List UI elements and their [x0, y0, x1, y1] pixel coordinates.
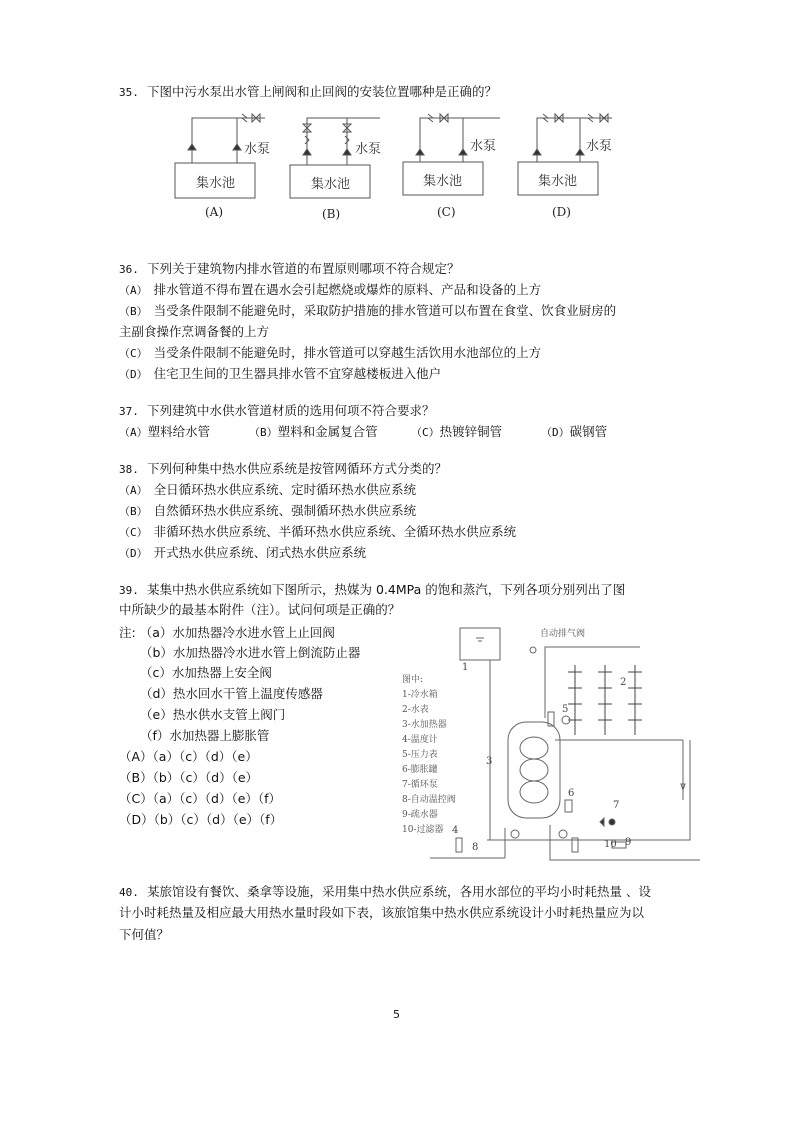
svg-text:10: 10	[604, 839, 617, 850]
option-d: （D） 住宅卫生间的卫生器具排水管不宜穿越楼板进入他户	[119, 366, 442, 381]
question-39-continued: 中所缺少的最基本附件（注）。试问何项是正确的？	[119, 602, 401, 617]
question-text: 下图中污水泵出水管上闸阀和止回阀的安装位置哪种是正确的？	[147, 84, 498, 99]
option-label: (A)	[205, 205, 224, 219]
option-c-diagram	[403, 114, 500, 219]
svg-text:6: 6	[568, 788, 575, 799]
svg-text:集水池: 集水池	[538, 174, 578, 189]
svg-text:5: 5	[562, 704, 569, 715]
option-a-diagram	[175, 114, 270, 219]
option-c: （C） 非循环热水供应系统、半循环热水供应系统、全循环热水供应系统	[119, 524, 517, 539]
svg-text:8-自动温控阀: 8-自动温控阀	[402, 795, 456, 805]
option-a: （A）（a）（c）（d）（e）	[119, 749, 258, 764]
svg-text:5-压力表: 5-压力表	[402, 750, 438, 760]
option-b-continued: 主副食操作烹调备餐的上方	[119, 324, 270, 339]
note-b: （b）水加热器冷水进水管上倒流防止器	[140, 645, 361, 660]
svg-text:7: 7	[613, 800, 620, 811]
option-d: （D）碳钢管	[541, 424, 608, 439]
question-40-continued: 下何值？	[119, 927, 170, 942]
svg-text:水泵: 水泵	[586, 139, 613, 154]
tank-label: 集水池	[196, 176, 236, 191]
option-a: （A） 排水管道不得布置在遇水会引起燃烧或爆炸的原料、产品和设备的上方	[119, 282, 542, 297]
svg-text:(D): (D)	[552, 205, 571, 219]
note-a: 注: （a）水加热器冷水进水管上止回阀	[119, 625, 335, 640]
svg-text:2-水表: 2-水表	[402, 705, 429, 715]
svg-text:水泵: 水泵	[470, 139, 497, 154]
question-37: 37. 下列建筑中水供水管道材质的选用何项不符合要求？	[119, 403, 435, 418]
question-number: 35.	[119, 86, 139, 99]
svg-text:集水池: 集水池	[423, 174, 463, 189]
q35-pump-valve-figure	[160, 105, 630, 225]
question-40: 40. 某旅馆设有餐饮、桑拿等设施，采用集中热水供应系统，各用水部位的平均小时耗热量 、设	[119, 884, 651, 899]
option-d-diagram	[518, 114, 612, 219]
option-a: （A）塑料给水管	[119, 424, 211, 439]
note-f: （f）水加热器上膨胀管	[140, 728, 270, 743]
svg-text:9: 9	[625, 837, 632, 848]
option-b: （B） 当受条件限制不能避免时，采取防护措施的排水管道可以布置在食堂、饮食业厨房的	[119, 303, 617, 318]
svg-text:集水池: 集水池	[311, 177, 351, 192]
svg-text:9-疏水器: 9-疏水器	[402, 810, 438, 820]
hot-water-system-diagram	[385, 620, 700, 880]
option-c: （C） 当受条件限制不能避免时，排水管道可以穿越生活饮用水池部位的上方	[119, 345, 542, 360]
svg-text:(C): (C)	[437, 205, 456, 219]
option-b: （B）（b）（c）（d）（e）	[119, 770, 259, 785]
svg-text:图中:: 图中:	[402, 675, 424, 685]
cold-water-tank	[460, 628, 500, 660]
question-38: 38. 下列何种集中热水供应系统是按管网循环方式分类的？	[119, 461, 448, 476]
note-d: （d）热水回水干管上温度传感器	[140, 686, 323, 701]
option-c: （C）热镀锌铜管	[411, 424, 503, 439]
question-36: 36. 下列关于建筑物内排水管道的布置原则哪项不符合规定？	[119, 261, 460, 276]
option-b: （B）塑料和金属复合管	[249, 424, 378, 439]
svg-text:2: 2	[620, 677, 627, 688]
expansion-tank	[565, 800, 572, 812]
question-39: 39. 某集中热水供应系统如下图所示，热媒为 0.4MPa 的饱和蒸汽，下列各项分别列出了图	[119, 582, 626, 597]
svg-text:(B): (B)	[322, 207, 341, 221]
option-d: （D）（b）（c）（d）（e）（f）	[119, 812, 283, 827]
svg-text:7-循环泵: 7-循环泵	[402, 780, 438, 790]
option-d: （D） 开式热水供应系统、闭式热水供应系统	[119, 545, 367, 560]
option-a: （A） 全日循环热水供应系统、定时循环热水供应系统	[119, 482, 417, 497]
fixture-grid	[568, 665, 642, 735]
svg-text:4: 4	[452, 825, 459, 836]
svg-text:3: 3	[486, 756, 493, 767]
question-35	[119, 84, 497, 101]
option-b-diagram	[290, 118, 381, 221]
option-c: （C）（a）（c）（d）（e）（f）	[119, 791, 282, 806]
svg-text:6-膨胀罐: 6-膨胀罐	[402, 765, 438, 775]
svg-text:1-冷水箱: 1-冷水箱	[402, 690, 438, 700]
svg-text:3-水加热器: 3-水加热器	[402, 720, 447, 730]
note-e: （e）热水供水支管上阀门	[140, 707, 286, 722]
option-b: （B） 自然循环热水供应系统、强制循环热水供应系统	[119, 503, 417, 518]
svg-text:水泵: 水泵	[355, 142, 382, 157]
page-number: 5	[393, 1008, 400, 1021]
pump-label: 水泵	[244, 142, 271, 157]
svg-text:4-温度计: 4-温度计	[402, 735, 438, 745]
water-heater	[508, 722, 560, 818]
question-37-options	[119, 424, 607, 441]
svg-text:1: 1	[462, 662, 469, 673]
air-valve-label: 自动排气阀	[540, 629, 586, 639]
svg-text:8: 8	[472, 842, 479, 853]
svg-text:10-过滤器: 10-过滤器	[402, 825, 444, 835]
diagram-legend	[402, 673, 459, 836]
note-c: （c）水加热器上安全阀	[140, 665, 272, 680]
question-40-continued: 计小时耗热量及相应最大用热水量时段如下表，该旅馆集中热水供应系统设计小时耗热量应为以	[119, 905, 645, 920]
